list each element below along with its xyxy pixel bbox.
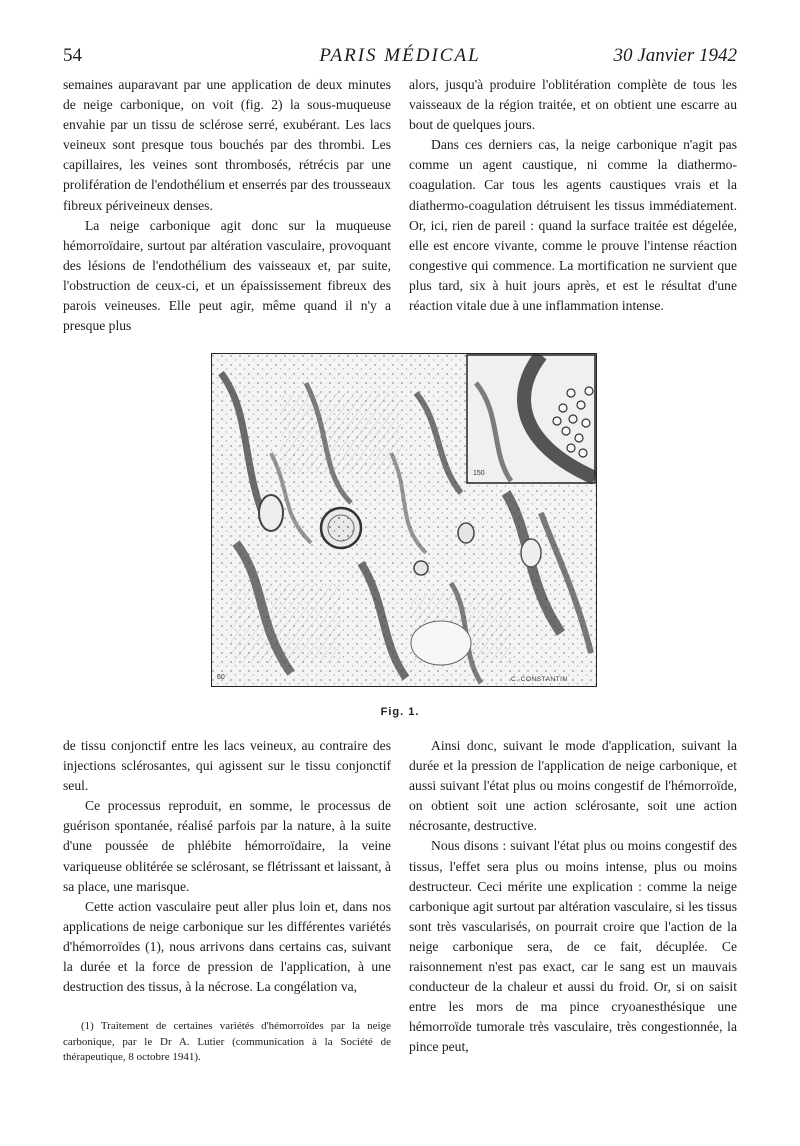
paragraph: Cette action vasculaire peut aller plus loin et, dans nos applications de neige carbonique sur les différentes variétés d'hémorroïdes (1), nous arrivons dans certains cas, suivant la durée et la force de pression de l'application, à une destruction des tissus, à la nécrose. La congélation va,: [63, 898, 391, 995]
illustrator-signature: C. CONSTANTIN: [511, 676, 568, 683]
histology-drawing: [211, 353, 597, 687]
paragraph: La neige carbonique agit donc sur la muqueuse hémorroïdaire, surtout par altération vasculaire, provoquant des lésions de l'endothélium des vaisseaux et, par suite, l'obstruction de ceux-ci, et un épaississement fibreux des parois veineuses. Elle peut agir, même quand il n'y a presque plus: [63, 217, 391, 334]
running-title: PARIS MÉDICAL: [319, 45, 481, 66]
magnification-label: 60: [217, 674, 225, 681]
paragraph: alors, jusqu'à produire l'oblitération complète de tous les vaisseaux de la région traitée, et on obtient une escarre au bout de quelques jours.: [409, 77, 737, 133]
histology-figure: [211, 353, 597, 687]
paragraph: Dans ces derniers cas, la neige carbonique n'agit pas comme un agent caustique, ni comme la diathermo-coagulation. Car tous les agents caustiques vrais et la diathermo-coagulation détruisent les tissus immédiatement. Or, ici, rien de pareil : quand la surface traitée est dégelée, elle est encore vivante, comme le prouve l'intense réaction congestive qui commence. La mortification ne survient que plus tard, six à huit jours après, et est le résultat d'une réaction vitale due à une inflammation intense.: [409, 137, 737, 314]
footnote: [63, 1019, 391, 1066]
inset-scale-label: 150: [473, 470, 485, 477]
paragraph: Ce processus reproduit, en somme, le processus de guérison spontanée, réalisé parfois par la nature, à la suite d'une poussée de phlébite hémorroïdaire, la veine variqueuse oblitérée se sclérosant, se flétrissant et laissant, à sa place, une marisque.: [63, 798, 391, 894]
paragraph: Ainsi donc, suivant le mode d'application, suivant la durée et la pression de l'application de neige carbonique, et aussi suivant l'état plus ou moins congestif de l'hémorroïde, on obtient soit une action sclérosante, soit une action nécrosante, destructive.: [409, 738, 737, 834]
column-top-left: [63, 75, 391, 336]
issue-date: 30 Janvier 1942: [613, 45, 737, 66]
footnote-text: (1) Traitement de certaines variétés d'hémorroïdes par la neige carbonique, par le Dr A. Lutier (communication à la Société de thérapeutique, 8 octobre 1941).: [63, 1020, 391, 1063]
column-top-right: [409, 75, 737, 316]
column-bottom-left: [63, 736, 391, 997]
figure-caption: Fig. 1.: [380, 706, 420, 718]
column-bottom-right: [409, 736, 737, 1058]
paragraph: de tissu conjonctif entre les lacs veineux, au contraire des injections sclérosantes, qui agissent sur le tissu conjonctif seul.: [63, 738, 391, 794]
page-number: 54: [63, 45, 82, 66]
paragraph: Nous disons : suivant l'état plus ou moins congestif des tissus, l'effet sera plus ou moins intense, plus ou moins destructeur. Ceci mérite une explication : comme la neige carbonique agit surtout par altération vasculaire, si les tissus sont très vascularisés, on pourrait croire que l'action de la neige carbonique sera, de ce fait, décuplée. Ce raisonnement n'est pas exact, car le sang est un mauvais conducteur de la chaleur et aussi du froid. Or, si on saisit entre les mors de ma pince cryoanesthésique une hémorroïde tumorale très vasculaire, très congestionnée, la pince peut,: [409, 838, 737, 1055]
paragraph: semaines auparavant par une application de deux minutes de neige carbonique, on voit (fig. 2) la sous-muqueuse envahie par un tissu de sclérose serré, exubérant. Les lacs veineux sont presque tous bouchés par des thrombi. Les capillaires, les veines sont thrombosés, rétrécis par une prolifération de l'endothélium et enserrés par des trousseaux fibreux périveineux denses.: [63, 77, 391, 213]
